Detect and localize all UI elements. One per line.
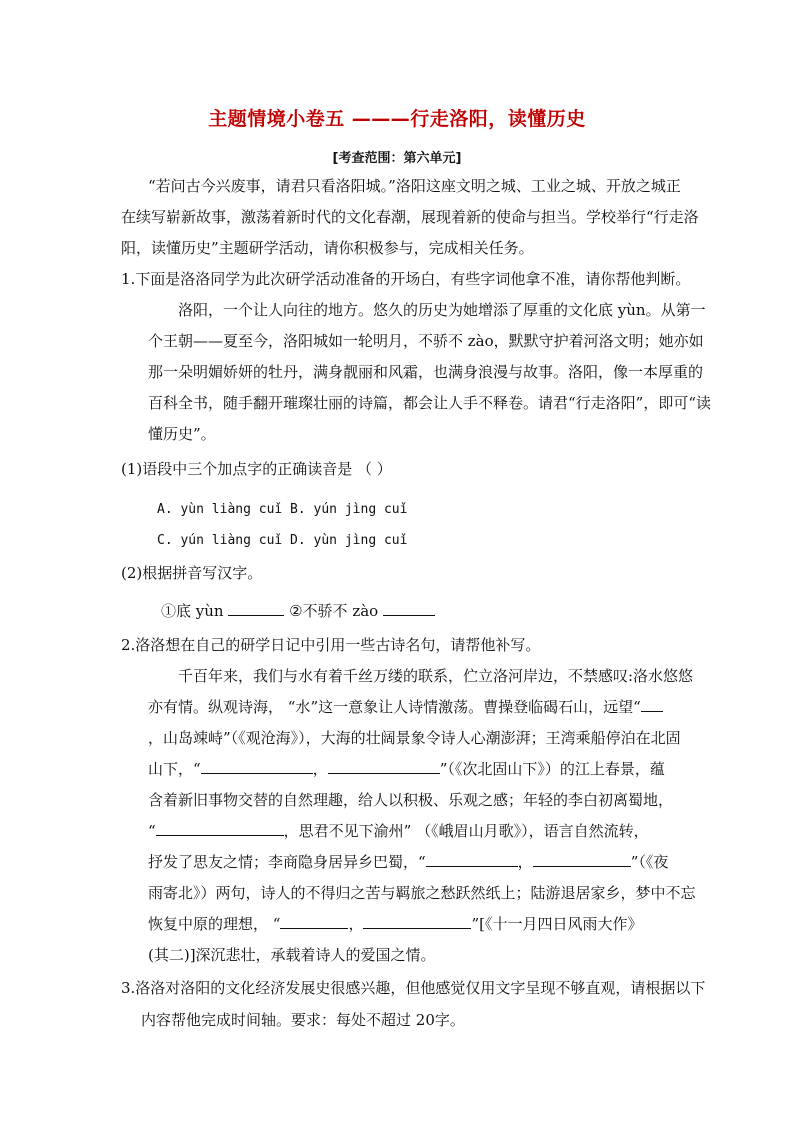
q1-options-row: A. yùn liàng cuǐ B. yún jìng cuǐ [157, 502, 408, 517]
answer-blank[interactable] [533, 852, 631, 867]
q2-passage-line [148, 914, 642, 934]
answer-blank[interactable] [363, 914, 471, 929]
exam-scope: [考查范围：第六单元] [332, 151, 462, 166]
q2-passage-line [148, 821, 649, 841]
q2-text: ”（《夜 [630, 853, 669, 871]
question-1-stem: 1.下面是洛洛同学为此次研学活动准备的开场白，有些字词他拿不准，请你帮他判断。 [121, 270, 691, 288]
answer-blank[interactable] [383, 601, 435, 616]
answer-blank[interactable] [328, 759, 440, 774]
answer-blank[interactable] [201, 759, 313, 774]
answer-blank[interactable] [426, 852, 518, 867]
q2-text: ，山岛竦峙”（《观沧海》），大海的壮阔景象令诗人心潮澎湃；王湾乘船停泊在北固 [148, 729, 681, 747]
q2-passage-line: (其二)]深沉悲壮，承载着诗人的爱国之情。 [148, 946, 436, 964]
answer-blank[interactable] [156, 821, 284, 836]
q2-passage-line: 雨寄北》）两句，诗人的不得归之苦与羁旅之愁跃然纸上；陆游退居家乡，梦中不忘 [148, 884, 696, 902]
q2-text: ， [312, 760, 328, 778]
q2-passage-line: 含着新旧事物交替的自然理趣，给人以积极、乐观之感；年轻的李白初离蜀地， [148, 791, 674, 809]
q2-text: ， [517, 853, 533, 871]
question-2-stem: 2.洛洛想在自己的研学日记中引用一些古诗名句，请帮他补写。 [121, 636, 541, 654]
q2-text: “ [148, 822, 156, 840]
q1-passage-line: 懂历史”。 [148, 425, 216, 443]
q2-passage-line [148, 852, 668, 872]
q2-text: ，思君不见下渝州” （《峨眉山月歌》），语言自然流转， [283, 822, 649, 840]
q1-options-row: C. yún liàng cuǐ D. yùn jìng cuǐ [157, 533, 408, 548]
q2-passage-line: 千百年来，我们与水有着千丝万缕的联系，伫立洛河岸边，不禁感叹:洛水悠悠 [178, 667, 694, 685]
q1-passage-line: 洛阳，一个让人向往的地方。悠久的历史为她增添了厚重的文化底 yùn。从第一 [178, 301, 706, 319]
intro-line: “若问古今兴废事，请君只看洛阳城。”洛阳这座文明之城、工业之城、开放之城正 [148, 177, 681, 195]
q1-sub-question-1: (1)语段中三个加点字的正确读音是 （ ） [121, 460, 392, 478]
answer-blank[interactable] [280, 914, 348, 929]
q2-passage-line [148, 697, 663, 717]
q1-passage-line: 那一朵明媚娇妍的牡丹，满身靓丽和风霜，也满身浪漫与故事。洛阳，像一本厚重的 [148, 363, 704, 381]
q2-text: 山下，“ [148, 760, 201, 778]
q2-text: 亦有情。纵观诗海， “水”这一意象让人诗情激荡。曹操登临碣石山，远望“ [148, 698, 641, 716]
q2-passage-line [148, 759, 665, 779]
question-3-stem: 3.洛洛对洛阳的文化经济发展史很感兴趣，但他感觉仅用文字呈现不够直观，请根据以下 [121, 979, 706, 997]
q1-sub-question-2: (2)根据拼音写汉字。 [121, 564, 263, 582]
q2-passage-line [148, 728, 681, 748]
answer-blank[interactable] [641, 697, 663, 712]
page-title: 主题情境小卷五 ———行走洛阳，读懂历史 [208, 108, 586, 130]
q1-passage-line: 个王朝——夏至今，洛阳城如一轮明月，不骄不 zào，默默守护着河洛文明；她亦如 [148, 332, 704, 350]
q2-text: 抒发了思友之情；李商隐身居异乡巴蜀，“ [148, 853, 426, 871]
q2-text: ， [348, 915, 364, 933]
q2-text: ”[《十一月四日风雨大作》 [471, 915, 643, 933]
fill-label-a: ①底 yùn [161, 602, 229, 620]
q2-text: 恢复中原的理想， “ [148, 915, 281, 933]
q1-passage-line: 百科全书，随手翻开璀璨壮丽的诗篇，都会让人手不释卷。请君“行走洛阳”，即可“读 [148, 394, 712, 412]
q1-fill-blanks [161, 601, 435, 621]
q2-text: ”（《次北固山下》）的江上春景，蕴 [439, 760, 665, 778]
intro-line: 在续写崭新故事，激荡着新时代的文化春潮，展现着新的使命与担当。学校举行“行走洛 [121, 208, 699, 226]
answer-blank[interactable] [228, 601, 284, 616]
fill-label-b: ②不骄不 zào [284, 602, 383, 620]
intro-line: 阳，读懂历史”主题研学活动，请你积极参与，完成相关任务。 [121, 239, 534, 257]
question-3-stem-cont: 内容帮他完成时间轴。要求：每处不超过 20字。 [141, 1011, 465, 1029]
